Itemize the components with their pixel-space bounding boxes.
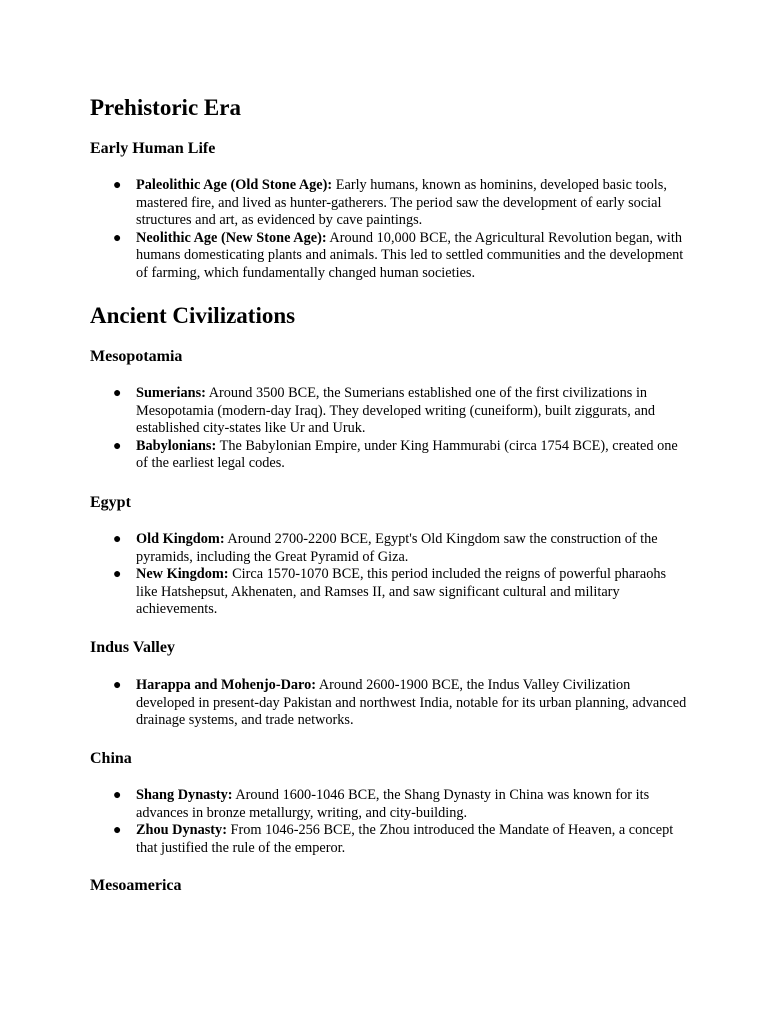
item-term: Harappa and Mohenjo-Daro:: [136, 677, 317, 693]
heading-early-human-life: Early Human Life: [90, 140, 216, 157]
item-text: Around 10,000 BCE, the Agricultural Revolution began, with humans domesticating plants and animals. This led to settled communities and the development of farming, which fundamentally changed human societies.: [136, 229, 684, 281]
item-term: Zhou Dynasty:: [136, 822, 227, 839]
bullet-icon: ●: [113, 178, 122, 193]
item-term: Old Kingdom:: [136, 531, 225, 547]
list-item-harappa: [90, 677, 690, 730]
heading-prehistoric-era: Prehistoric Era: [90, 95, 241, 120]
item-text: Around 2700-2200 BCE, Egypt's Old Kingdom saw the construction of the pyramids, including the Great Pyramid of Giza.: [136, 531, 658, 565]
bullet-icon: ●: [113, 788, 122, 803]
bullet-icon: ●: [113, 823, 122, 839]
list-item-paleolithic: [90, 177, 690, 230]
early-human-list: [90, 177, 690, 283]
item-term: New Kingdom:: [136, 566, 229, 583]
item-text: From 1046-256 BCE, the Zhou introduced the Mandate of Heaven, a concept that justified the rule of the emperor.: [136, 822, 674, 856]
item-text: Early humans, known as hominins, developed basic tools, mastered fire, and lived as hunter-gatherers. The period saw the development of early social structures and art, as evidenced by cave paintings.: [136, 177, 667, 229]
item-term: Paleolithic Age (Old Stone Age):: [136, 177, 333, 193]
list-item-old-kingdom: [90, 531, 690, 566]
heading-china: China: [90, 750, 132, 767]
list-item-sumerians: [90, 385, 690, 438]
list-item-zhou: [90, 822, 690, 857]
item-text: Around 3500 BCE, the Sumerians established one of the first civilizations in Mesopotamia (modern-day Iraq). They developed writing (cuneiform), built ziggurats, and established city-states like Ur and Uruk.: [136, 385, 656, 437]
bullet-icon: ●: [113, 567, 122, 583]
item-term: Babylonians:: [136, 437, 217, 454]
heading-mesoamerica: Mesoamerica: [90, 877, 182, 894]
egypt-list: [90, 531, 690, 619]
heading-mesopotamia: Mesopotamia: [90, 348, 183, 365]
list-item-babylonians: [90, 438, 690, 473]
china-list: [90, 787, 690, 857]
heading-ancient-civilizations: Ancient Civilizations: [90, 303, 296, 328]
mesopotamia-list: [90, 385, 690, 473]
bullet-icon: ●: [113, 438, 122, 454]
heading-egypt: Egypt: [90, 494, 131, 511]
list-item-neolithic: [90, 230, 690, 283]
heading-indus-valley: Indus Valley: [90, 639, 175, 656]
list-item-shang: [90, 787, 690, 822]
item-text: The Babylonian Empire, under King Hammurabi (circa 1754 BCE), created one of the earliest legal codes.: [136, 437, 678, 472]
item-text: Circa 1570-1070 BCE, this period included the reigns of powerful pharaohs like Hatshepsut, Akhenaten, and Ramses II, and saw significant cultural and military achievements.: [136, 566, 667, 618]
bullet-icon: ●: [113, 386, 122, 401]
indus-list: [90, 677, 690, 730]
item-term: Sumerians:: [136, 385, 206, 401]
item-term: Shang Dynasty:: [136, 787, 233, 803]
bullet-icon: ●: [113, 532, 122, 547]
item-text: Around 2600-1900 BCE, the Indus Valley Civilization developed in present-day Pakistan and northwest India, notable for its urban planning, advanced drainage systems, and trade networks.: [136, 677, 687, 729]
bullet-icon: ●: [113, 678, 122, 693]
item-text: Around 1600-1046 BCE, the Shang Dynasty in China was known for its advances in bronze metallurgy, writing, and city-building.: [136, 787, 650, 821]
list-item-new-kingdom: [90, 566, 690, 619]
item-term: Neolithic Age (New Stone Age):: [136, 229, 327, 246]
bullet-icon: ●: [113, 230, 122, 246]
